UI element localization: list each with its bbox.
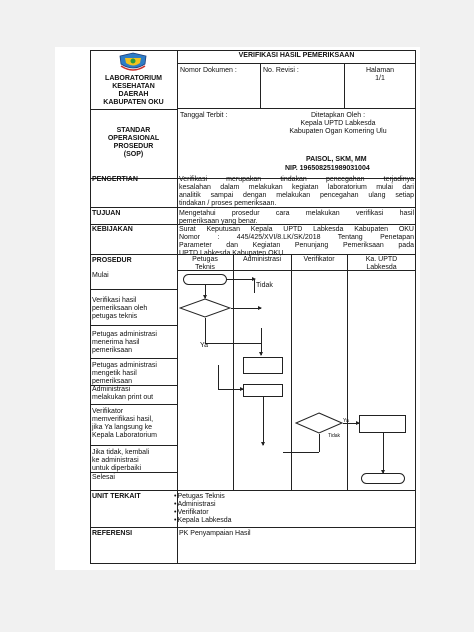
flow-step-text: jika Ya langsung ke: [92, 424, 153, 431]
regency-emblem-logo: [115, 52, 151, 72]
kebijakan-text-line: Nomor : 445/425/XVI/8.LK/SK/2018 Tentang Penetapan: [179, 234, 414, 241]
kebijakan-text-line: Parameter dan Kegiatan Penunjang Pemeriksaan pada: [179, 242, 414, 249]
sop-title-line: PROSEDUR: [113, 143, 154, 150]
signer-nip: NIP. 196508251989031004: [285, 165, 370, 172]
label-tidak: Tidak: [256, 282, 273, 289]
referensi-value: PK Penyampaian Hasil: [179, 530, 251, 537]
start-terminator: [183, 274, 227, 285]
flow-step-text: pemeriksaan: [92, 378, 133, 385]
pengertian-text-line: tindakan / proses pemeriksaan.: [179, 200, 277, 207]
label-tidak: Tidak: [328, 433, 341, 439]
unit-terkait-item: • Kepala Labkesda: [174, 517, 232, 525]
flow-step-text: Verifikasi hasil: [92, 297, 137, 304]
kebijakan-label: KEBIJAKAN: [92, 226, 133, 233]
verifikator-decision-diamond: [295, 412, 343, 434]
tujuan-text-line: Mengetahui prosedur cara melakukan verifikasi hasil: [179, 210, 414, 217]
kepala-title-line: Kabupaten Ogan Komering Ulu: [289, 128, 387, 135]
kebijakan-text-line: UPTD Labkesda Kabupaten OKU.: [179, 250, 286, 257]
kepala-title-line: Kepala UPTD Labkesda: [300, 120, 376, 127]
flow-step-text: Petugas administrasi: [92, 331, 157, 338]
flow-column-header: Verifikator: [303, 256, 335, 263]
tujuan-label: TUJUAN: [92, 210, 121, 217]
document-title: VERIFIKASI HASIL PEMERIKSAAN: [238, 52, 355, 59]
flow-column-header: Ka. UPTD: [365, 256, 398, 263]
flow-step-text: pemeriksaan: [92, 347, 133, 354]
flow-column-header: Labkesda: [366, 264, 397, 271]
flow-column-header: Administrasi: [242, 256, 282, 263]
pengertian-text-line: analitik sampai dengan melakukan pencegahan ulang setiap: [179, 192, 414, 199]
kebijakan-text-line: Surat Keputusan Kepala UPTD Labkesda Kabupaten OKU: [179, 226, 414, 233]
flow-column-header: Teknis: [195, 264, 215, 271]
prosedur-label: PROSEDUR: [92, 257, 132, 264]
decision-diamond: [179, 298, 231, 318]
pengertian-text-line: Verifikasi merupakan tindakan pencegahan terjadinya: [179, 176, 414, 183]
signer-name: PAISOL, SKM, MM: [306, 156, 367, 163]
flow-step-text: Verifikator: [92, 408, 124, 415]
sop-document-page: [55, 47, 420, 570]
label-ya: Ya: [200, 342, 209, 349]
flow-step-text: Mulai: [92, 272, 109, 279]
lab-name-line: DAERAH: [118, 91, 149, 98]
end-terminator: [361, 473, 405, 484]
lab-name-line: KESEHATAN: [112, 83, 155, 90]
no-revisi-label: No. Revisi :: [263, 67, 299, 74]
flow-step-text: pemeriksaan oleh: [92, 305, 148, 312]
flow-step-text: petugas teknis: [92, 313, 138, 320]
pengertian-text-line: kesalahan dalam melakukan kegiatan laboratorium mulai dari: [179, 184, 414, 191]
nomor-dokumen-label: Nomor Dokumen :: [180, 67, 237, 74]
unit-terkait-label: UNIT TERKAIT: [92, 493, 141, 500]
sop-title-line: (SOP): [123, 151, 144, 158]
tujuan-text-line: pemeriksaan yang benar.: [179, 218, 258, 225]
flow-step-text: memverifikasi hasil,: [92, 416, 154, 423]
halaman-value: 1/1: [375, 75, 385, 82]
unit-terkait-item: • Verifikator: [174, 509, 232, 517]
flow-step-text: Selesai: [92, 474, 115, 481]
ditetapkan-oleh: Ditetapkan Oleh :: [310, 112, 366, 119]
unit-terkait-item: • Petugas Teknis: [174, 493, 232, 501]
lab-name-line: LABORATORIUM: [105, 75, 162, 82]
flow-step-text: Administrasi: [92, 386, 131, 393]
label-ya: Ya: [343, 418, 349, 424]
tanggal-terbit-label: Tanggal Terbit :: [180, 112, 228, 119]
flow-step-text: Kepala Laboratorium: [92, 432, 157, 439]
flow-column-header: Petugas: [192, 256, 218, 263]
unit-terkait-item: • Administrasi: [174, 501, 232, 509]
kepala-process-box: [359, 415, 406, 433]
administrasi-process-box: [243, 357, 283, 374]
flow-step-text: menerima hasil: [92, 339, 140, 346]
print-out-process-box: [243, 384, 283, 397]
flow-step-text: melakukan print out: [92, 394, 154, 401]
flow-step-text: mengetik hasil: [92, 370, 137, 377]
flow-step-text: ke administrasi: [92, 457, 139, 464]
lab-name-line: KABUPATEN OKU: [103, 99, 164, 106]
sop-title-line: OPERASIONAL: [107, 135, 160, 142]
flow-step-text: Petugas administrasi: [92, 362, 157, 369]
flow-step-text: untuk diperbaiki: [92, 465, 142, 472]
flow-step-text: Jika tidak, kembali: [92, 449, 150, 456]
referensi-label: REFERENSI: [92, 530, 133, 537]
pengertian-label: PENGERTIAN: [92, 176, 138, 183]
halaman-label: Halaman: [365, 67, 394, 74]
sop-title-line: STANDAR: [116, 127, 151, 134]
